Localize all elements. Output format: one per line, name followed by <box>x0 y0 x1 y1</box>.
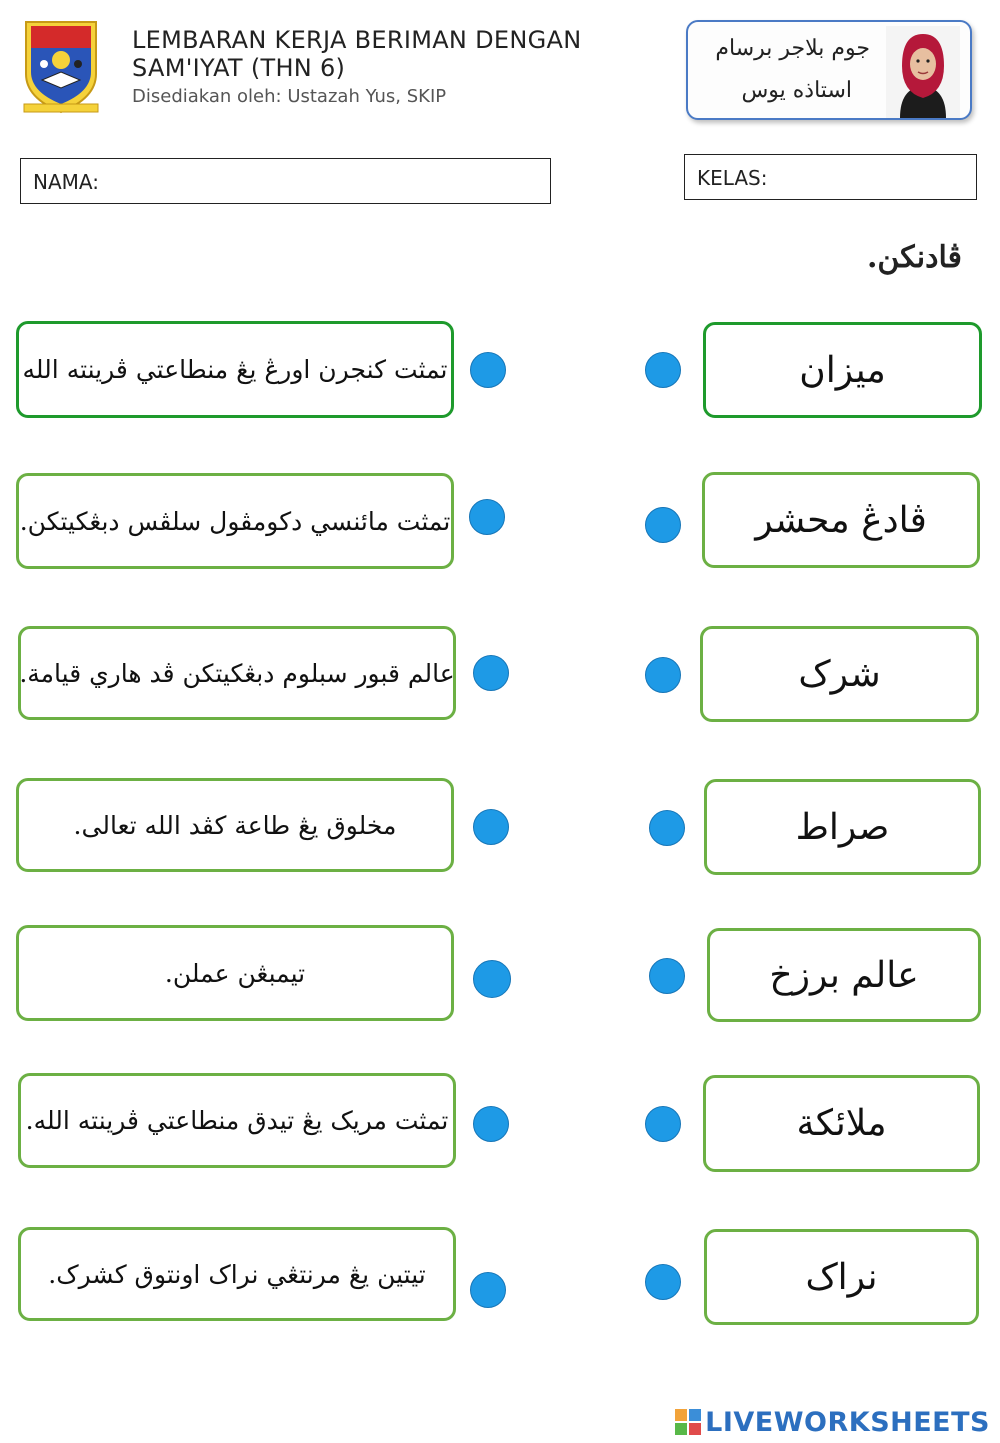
definition-text: تيتين يڠ مرنتڠي نراک اونتوق کشرک. <box>48 1259 426 1289</box>
teacher-greeting: جوم بلاجر برسام <box>715 36 870 61</box>
kelas-field[interactable] <box>684 154 977 200</box>
term-text: صراط <box>795 806 890 848</box>
term-text: ڤادڠ محشر <box>755 499 927 541</box>
definition-connector-dot-6[interactable] <box>473 1106 509 1142</box>
term-text: نراک <box>805 1256 878 1298</box>
term-box-7[interactable] <box>704 1229 979 1325</box>
kelas-label: KELAS: <box>697 166 768 190</box>
definition-text: مخلوق يڠ طاعة کڤد الله تعالى. <box>73 810 397 840</box>
term-text: عالم برزخ <box>769 954 919 996</box>
definition-connector-dot-2[interactable] <box>469 499 505 535</box>
term-box-3[interactable] <box>700 626 979 722</box>
definition-box-2[interactable] <box>16 473 454 569</box>
worksheet-subtitle: Disediakan oleh: Ustazah Yus, SKIP <box>132 86 447 107</box>
liveworksheets-brand <box>675 1406 990 1438</box>
term-text: ميزان <box>799 349 886 391</box>
definition-box-4[interactable] <box>16 778 454 872</box>
worksheet-title-line2: SAM'IYAT (THN 6) <box>132 54 346 82</box>
term-text: ملائكة <box>796 1103 887 1144</box>
definition-box-3[interactable] <box>18 626 456 720</box>
term-box-2[interactable] <box>702 472 980 568</box>
nama-label: NAMA: <box>33 170 99 194</box>
term-box-1[interactable] <box>703 322 982 418</box>
nama-field[interactable] <box>20 158 551 204</box>
definition-connector-dot-5[interactable] <box>473 960 511 998</box>
definition-text: عالم قبور سبلوم دبڠکيتکن ڤد هاري قيامة. <box>19 658 455 688</box>
definition-connector-dot-1[interactable] <box>470 352 506 388</box>
worksheet-title-line1: LEMBARAN KERJA BERIMAN DENGAN <box>132 26 582 54</box>
definition-connector-dot-3[interactable] <box>473 655 509 691</box>
term-connector-dot-1[interactable] <box>645 352 681 388</box>
definition-connector-dot-4[interactable] <box>473 809 509 845</box>
term-connector-dot-2[interactable] <box>645 507 681 543</box>
term-connector-dot-7[interactable] <box>645 1264 681 1300</box>
instruction-text: ڤادنکن. <box>866 240 962 275</box>
term-box-5[interactable] <box>707 928 981 1022</box>
definition-box-5[interactable] <box>16 925 454 1021</box>
term-connector-dot-4[interactable] <box>649 810 685 846</box>
teacher-name: استاذه يوس <box>741 78 852 103</box>
term-box-6[interactable] <box>703 1075 980 1172</box>
term-text: شرک <box>798 653 881 695</box>
term-box-4[interactable] <box>704 779 981 875</box>
definition-text: تمثت مريک يڠ تيدق منطاعتي ڤرينته الله. <box>25 1106 449 1135</box>
definition-box-7[interactable] <box>18 1227 456 1321</box>
term-connector-dot-5[interactable] <box>649 958 685 994</box>
definition-text: تمثت کنجرن اورڠ يڠ منطاعتي ڤرينته الله <box>22 355 448 384</box>
definition-connector-dot-7[interactable] <box>470 1272 506 1308</box>
term-connector-dot-6[interactable] <box>645 1106 681 1142</box>
definition-box-6[interactable] <box>18 1073 456 1168</box>
teacher-card <box>686 20 972 120</box>
definition-text: تمثت مائنسي دکومڤول سلڤس دبڠکيتکن. <box>19 506 451 536</box>
liveworksheets-logo-icon <box>675 1409 701 1435</box>
school-logo <box>22 18 100 116</box>
definition-box-1[interactable] <box>16 321 454 418</box>
brand-text: LIVEWORKSHEETS <box>705 1406 990 1438</box>
teacher-photo <box>886 26 960 118</box>
definition-text: تيمبڠن عملن. <box>164 958 306 988</box>
term-connector-dot-3[interactable] <box>645 657 681 693</box>
